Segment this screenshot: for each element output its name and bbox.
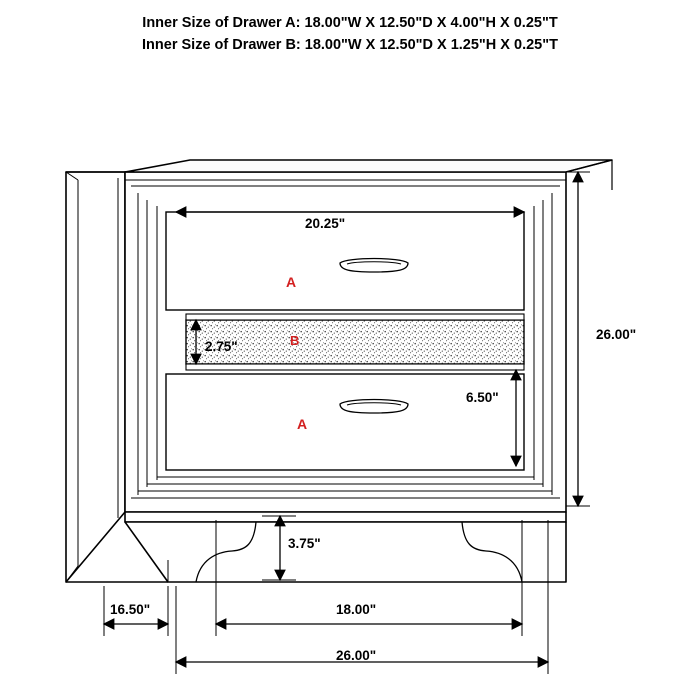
drawer-b-spec: Inner Size of Drawer B: 18.00"W X 12.50"D X 1.25"H X 0.25"T	[142, 37, 558, 53]
dim-top-width: 20.25"	[305, 216, 346, 231]
label-drawer-a-bottom: A	[297, 416, 308, 432]
dim-total-height: 26.00"	[596, 327, 637, 342]
dim-leg-height: 3.75"	[288, 536, 321, 551]
dim-drawer-b-height: 2.75"	[205, 339, 238, 354]
dim-depth: 16.50"	[110, 602, 151, 617]
label-drawer-a-top: A	[286, 274, 297, 290]
dim-inner-width: 18.00"	[336, 602, 377, 617]
drawer-a-bottom-face	[166, 374, 524, 470]
label-drawer-b: B	[290, 333, 300, 348]
dim-lower-drawer-height: 6.50"	[466, 390, 499, 405]
drawer-a-spec: Inner Size of Drawer A: 18.00"W X 12.50"D X 4.00"H X 0.25"T	[142, 15, 558, 31]
dim-total-width: 26.00"	[336, 648, 377, 663]
